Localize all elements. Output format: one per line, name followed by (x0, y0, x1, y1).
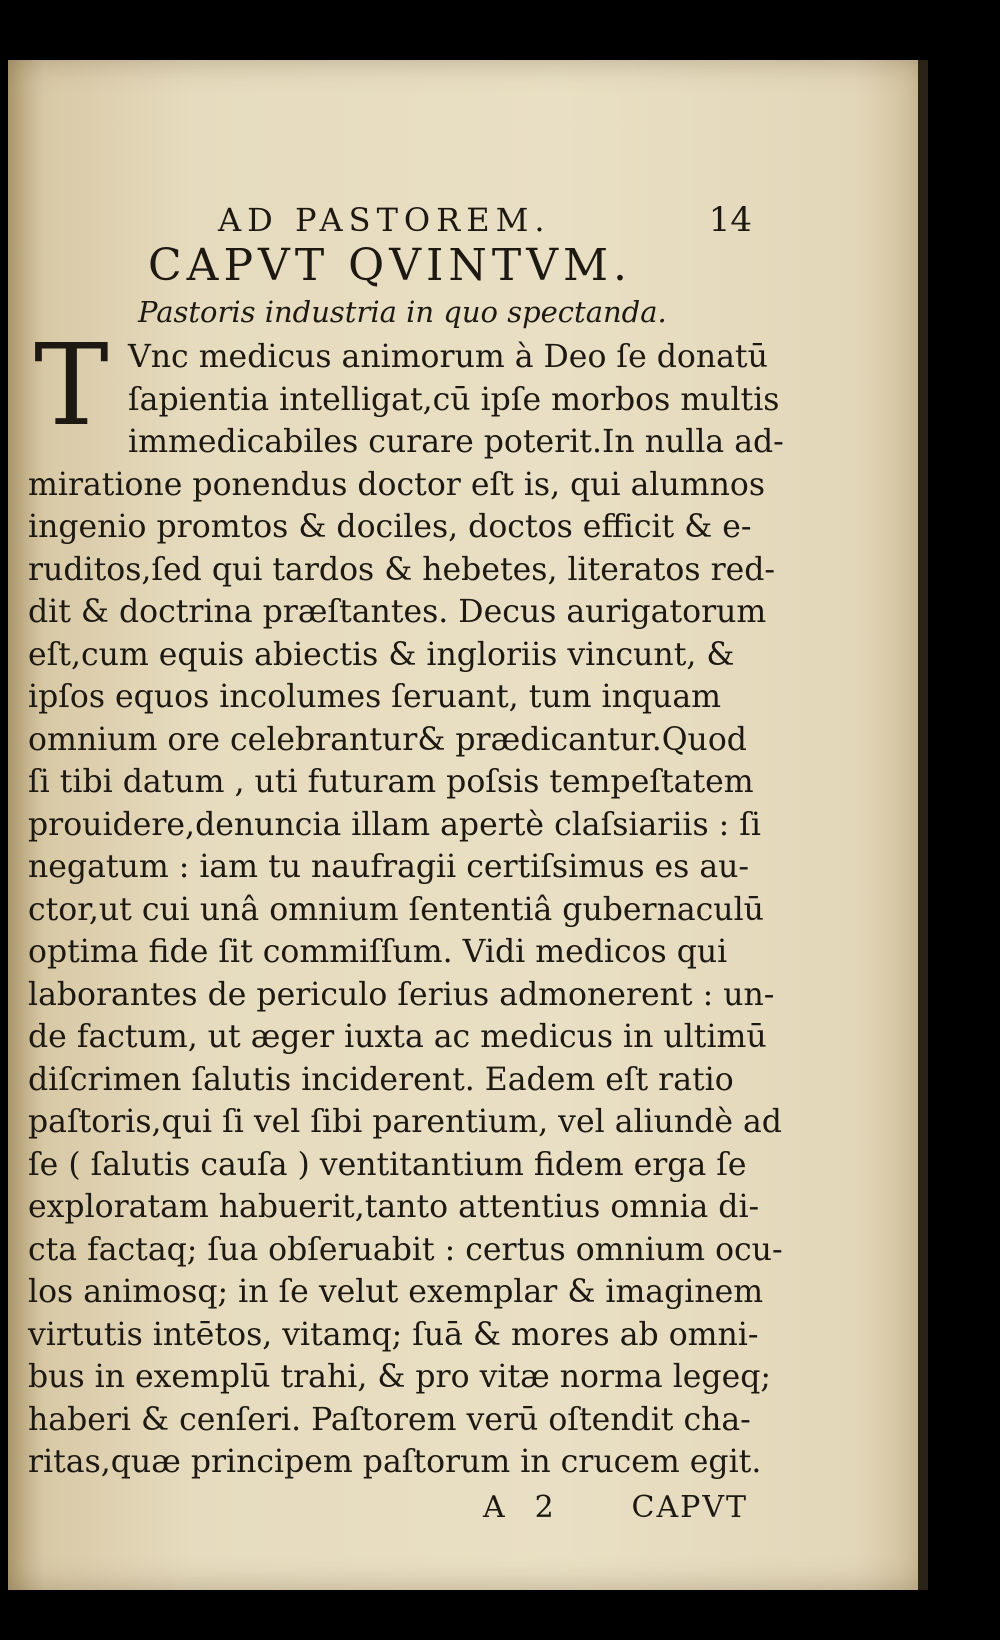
text-line: virtutis intētos, vitamq; ſuā & mores ab omni- (28, 1316, 759, 1353)
text-line: haberi & cenſeri. Paſtorem verū oſtendit cha- (28, 1401, 751, 1438)
text-line: ctor,ut cui unâ omnium ſententiâ gubernaculū (28, 891, 764, 928)
chapter-title: CAPVT QVINTVM. (148, 240, 633, 291)
text-line: paſtoris,qui ſi vel ſibi parentium, vel aliundè ad (28, 1104, 782, 1140)
text-line: los animosq; in ſe velut exemplar & imaginem (28, 1274, 764, 1310)
text-line: ipſos equos incolumes ſeruant, tum inquam (28, 679, 721, 715)
text-line: ſe ( ſalutis cauſa ) ventitantium fidem erga ſe (28, 1146, 747, 1183)
text-line: exploratam habuerit,tanto attentius omnia di- (28, 1189, 760, 1225)
text-line: cta factaq; ſua obſeruabit : certus omnium ocu- (28, 1231, 783, 1268)
text-line: ſapientia intelligat,cū ipſe morbos multis (128, 381, 780, 418)
page-edge (918, 60, 928, 1590)
text-line: optima fide ſit commiſſum. Vidi medicos qui (28, 934, 728, 970)
text-line: ritas,quæ principem paſtorum in crucem egit. (28, 1444, 762, 1480)
signature-number: 2 (534, 1489, 554, 1525)
chapter-subtitle: Pastoris industria in quo spectanda. (138, 295, 667, 329)
text-line: immedicabiles curare poterit.In nulla ad- (128, 424, 784, 460)
text-line: miratione ponendus doctor eſt is, qui alumnos (28, 466, 766, 503)
text-block (28, 200, 784, 1525)
text-line: laborantes de periculo ſerius admonerent : un- (28, 976, 775, 1013)
page-number: 14 (708, 200, 752, 240)
text-line: dit & doctrina præſtantes. Decus aurigatorum (28, 594, 767, 630)
book-page (8, 60, 928, 1590)
text-line: Vnc medicus animorum à Deo ſe donatū (128, 339, 768, 375)
running-title: AD PASTOREM. (218, 201, 551, 239)
text-line: ſi tibi datum , uti futuram poſsis tempeſtatem (28, 764, 754, 800)
text-line: de factum, ut æger iuxta ac medicus in ultimū (28, 1019, 767, 1055)
text-line: diſcrimen ſalutis inciderent. Eadem eſt ratio (28, 1061, 734, 1098)
text-line: ruditos,ſed qui tardos & hebetes, literatos red- (28, 551, 776, 588)
text-line: ingenio promtos & dociles, doctos efficit & e- (28, 509, 752, 545)
text-line: omnium ore celebrantur& prædicantur.Quod (28, 721, 747, 758)
body-text (28, 321, 784, 1484)
text-line: bus in exemplū trahi, & pro vitæ norma legeq; (28, 1359, 772, 1395)
catchword: CAPVT (631, 1489, 748, 1525)
running-header (28, 200, 758, 240)
drop-capital: T (34, 321, 109, 451)
text-line: eſt,cum equis abiectis & ingloriis vincunt, & (28, 636, 735, 673)
page-footer (28, 1490, 748, 1525)
signature-letter: A (483, 1489, 505, 1525)
text-line: negatum : iam tu naufragii certiſsimus es au- (28, 849, 750, 885)
text-line: prouidere,denuncia illam apertè claſsiariis : ſi (28, 806, 762, 843)
